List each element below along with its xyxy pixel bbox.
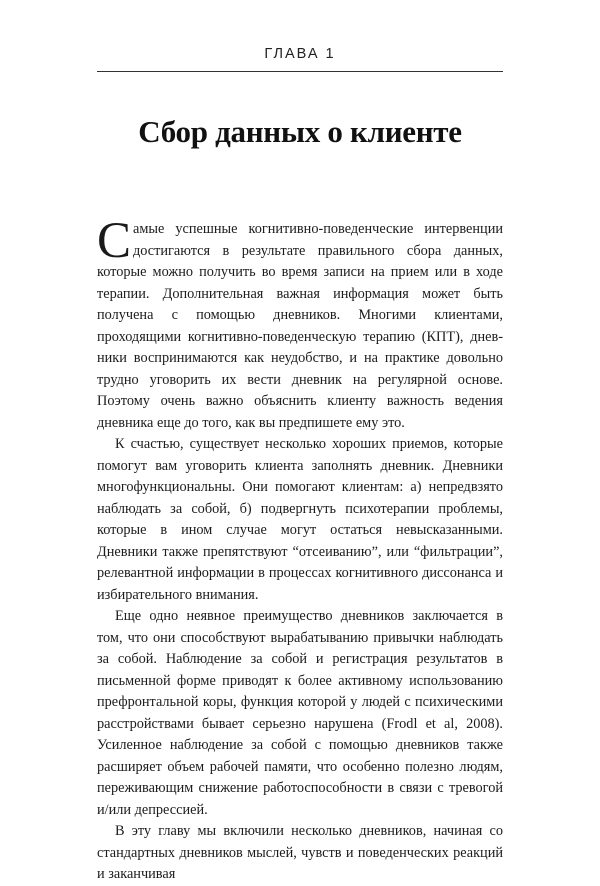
- drop-cap-letter: С: [97, 213, 132, 269]
- chapter-title: Сбор данных о клиенте: [138, 114, 462, 149]
- body-text: [97, 213, 503, 886]
- paragraph-1-text: амые успешные когнитивно-поведенческие интервенции достигаются в результате правильного сбора данных, которые можно получить во время записи на прием или в ходе терапии. Дополнительная важная информация может быть получена с помощью дневников. Многими клиентами, проходящими когнитивно-поведенческую терапию (КПТ), дневники воспринимаются как неудобство, и на практике довольно трудно уговорить их вести дневник на регулярной основе. Поэтому очень важно объяснить клиенту важность ведения дневника еще до того, как вы предпишете ему это.: [97, 221, 503, 431]
- paragraph-4: В эту главу мы включили несколько дневников, начиная со стандартных дневников мыслей, чувств и поведенческих реакций и заканчивая: [97, 823, 503, 882]
- paragraph-2: К счастью, существует несколько хороших приемов, которые помогут вам уговорить клиента заполнять дневник. Дневники многофункциональны. Они помогают клиентам: а) непредвзято наблюдать за собой, б) подвергнуть психотерапии проблемы, которые в ином случае могут остаться невысказанными. Дневники также препятствуют “отсеиванию”, или “фильтрации”, релевантной информации в процессах когнитивного диссонанса и избирательного внимания.: [97, 436, 503, 603]
- chapter-label: ГЛАВА 1: [264, 46, 336, 62]
- paragraph-3: Еще одно неявное преимущество дневников заключается в том, что они способствуют вырабатыванию привычки наблюдать за собой. Наблюдение за собой и регистрация результатов в письменной форме приводят к более активному использованию префронтальной коры, функция которой у людей с психическими расстройствами бывает серьезно нарушена (Frodl et al, 2008). Усиленное наблюдение за собой с помощью дневников также расширяет объем рабочей памяти, что особенно полезно людям, переживающим снижение работоспособности в связи с тревогой и/или депрессией.: [97, 608, 503, 818]
- header-rule: [97, 71, 503, 72]
- paragraph-1: [97, 213, 503, 434]
